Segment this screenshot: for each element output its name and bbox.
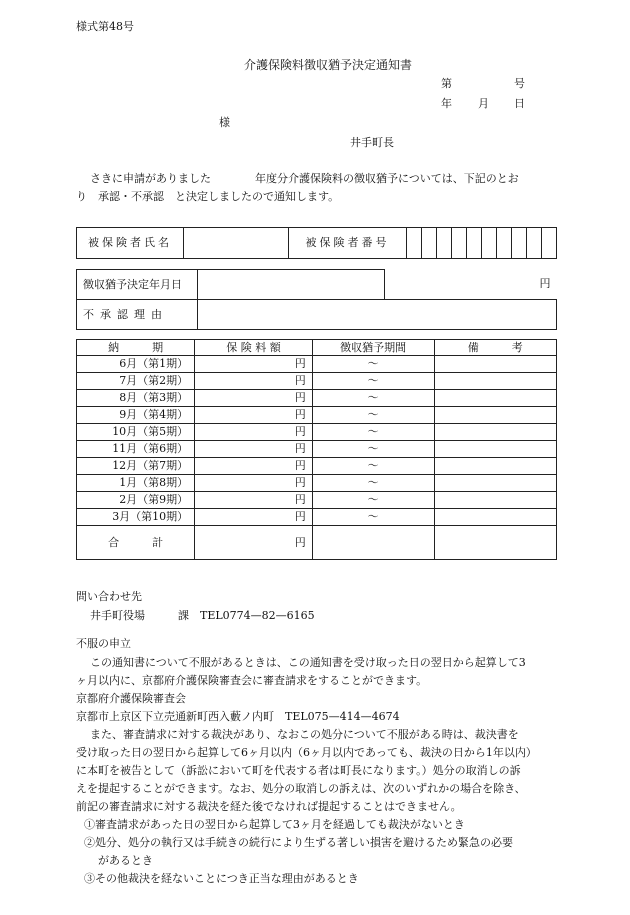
table-row [77, 475, 557, 492]
remarks-cell[interactable] [434, 424, 557, 441]
ref-go: 号 [514, 77, 525, 90]
due-cell: 1月（第8期） [77, 475, 195, 492]
intro-line-1: さきに申請がありました 年度分介護保険料の徴収猶予については、下記のとお [90, 172, 519, 185]
due-cell: 3月（第10期） [77, 509, 195, 526]
insured-number-digit[interactable] [497, 228, 512, 259]
remarks-cell[interactable] [434, 407, 557, 424]
insured-name-value[interactable] [183, 228, 288, 259]
insured-number-label: 被保険者番号 [288, 228, 407, 259]
reject-reason-label: 不承認理由 [77, 300, 198, 330]
table-row [77, 441, 557, 458]
insured-number-digit[interactable] [467, 228, 482, 259]
table-row [77, 373, 557, 390]
council-address: 京都市上京区下立売通新町西入藪ノ内町 TEL075—414—4674 [76, 710, 400, 723]
ref-dai: 第 [441, 77, 452, 90]
due-cell: 7月（第2期） [77, 373, 195, 390]
insured-number-digit[interactable] [407, 228, 422, 259]
period-cell[interactable]: 〜 [312, 441, 434, 458]
amount-cell[interactable]: 円 [195, 356, 313, 373]
remarks-cell[interactable] [434, 458, 557, 475]
date-year: 年 [441, 97, 452, 110]
date-day: 日 [514, 97, 525, 110]
exception-item-1: ①審査請求があった日の翌日から起算して3ヶ月を経過しても裁決がないとき [84, 818, 465, 831]
amount-cell[interactable]: 円 [195, 424, 313, 441]
amount-cell[interactable]: 円 [195, 373, 313, 390]
exception-item-2-cont: があるとき [98, 854, 153, 867]
reject-reason-value[interactable] [198, 300, 557, 330]
table-row [77, 458, 557, 475]
period-cell[interactable]: 〜 [312, 373, 434, 390]
header-remarks: 備 考 [434, 340, 557, 356]
period-cell[interactable]: 〜 [312, 458, 434, 475]
amount-cell[interactable]: 円 [195, 475, 313, 492]
insured-info-table [76, 227, 557, 259]
insured-number-digit[interactable] [542, 228, 557, 259]
due-cell: 11月（第6期） [77, 441, 195, 458]
appeal-paragraph [76, 654, 556, 888]
insured-number-digit[interactable] [452, 228, 467, 259]
period-cell[interactable]: 〜 [312, 407, 434, 424]
remarks-cell[interactable] [434, 390, 557, 407]
table-row [77, 356, 557, 373]
due-cell: 10月（第5期） [77, 424, 195, 441]
exception-item-3: ③その他裁決を経ないことにつき正当な理由があるとき [84, 872, 359, 885]
date-month: 月 [478, 97, 489, 110]
appeal-detail-line: また、審査請求に対する裁決があり、なおこの処分について不服がある時は、裁決書を [90, 728, 519, 741]
remarks-cell[interactable] [434, 492, 557, 509]
due-cell: 9月（第4期） [77, 407, 195, 424]
remarks-cell[interactable] [434, 356, 557, 373]
insured-name-label: 被保険者氏名 [77, 228, 184, 259]
remarks-cell[interactable] [434, 441, 557, 458]
due-cell: 2月（第9期） [77, 492, 195, 509]
amount-cell[interactable]: 円 [195, 458, 313, 475]
intro-line-2: り 承認・不承認 と決定しましたので通知します。 [76, 190, 340, 203]
appeal-line-2: ヶ月以内に、京都府介護保険審査会に審査請求をすることができます。 [76, 674, 428, 687]
period-cell[interactable]: 〜 [312, 509, 434, 526]
decision-yen-label: 円 [385, 270, 557, 300]
remarks-cell[interactable] [434, 373, 557, 390]
period-cell[interactable]: 〜 [312, 475, 434, 492]
due-cell: 12月（第7期） [77, 458, 195, 475]
amount-cell[interactable]: 円 [195, 407, 313, 424]
insured-number-digit[interactable] [422, 228, 437, 259]
appeal-heading: 不服の申立 [76, 637, 131, 650]
due-cell: 8月（第3期） [77, 390, 195, 407]
form-number: 様式第48号 [76, 20, 134, 33]
due-cell: 6月（第1期） [77, 356, 195, 373]
decision-table [76, 269, 557, 330]
appeal-detail-line: えを提起することができます。なお、処分の取消しの訴えは、次のいずれかの場合を除き、 [76, 782, 526, 795]
total-remarks-cell[interactable] [434, 526, 557, 560]
insured-number-digit[interactable] [527, 228, 542, 259]
contact-office: 井手町役場 課 TEL0774—82—6165 [90, 609, 315, 622]
period-cell[interactable]: 〜 [312, 390, 434, 407]
appeal-line-1: この通知書について不服があるときは、この通知書を受け取った日の翌日から起算して3 [90, 656, 526, 669]
contact-heading: 問い合わせ先 [76, 590, 142, 603]
period-cell[interactable]: 〜 [312, 492, 434, 509]
total-label: 合 計 [77, 526, 195, 560]
amount-cell[interactable]: 円 [195, 441, 313, 458]
period-cell[interactable]: 〜 [312, 356, 434, 373]
document-title: 介護保険料徴収猶予決定通知書 [244, 58, 413, 72]
amount-cell[interactable]: 円 [195, 492, 313, 509]
amount-cell[interactable]: 円 [195, 509, 313, 526]
header-amount: 保 険 料 額 [195, 340, 313, 356]
appeal-detail-line: 受け取った日の翌日から起算して6ヶ月以内（6ヶ月以内であっても、裁決の日から1年以内） [76, 746, 537, 759]
decision-date-label: 徴収猶予決定年月日 [77, 270, 198, 300]
table-row [77, 424, 557, 441]
table-row [77, 407, 557, 424]
total-row [77, 526, 557, 560]
insured-number-digit[interactable] [482, 228, 497, 259]
appeal-detail-line: 前記の審査請求に対する裁決を経た後でなければ提起することはできません。 [76, 800, 462, 813]
total-period-cell[interactable] [312, 526, 434, 560]
header-due: 納 期 [77, 340, 195, 356]
decision-date-value[interactable] [198, 270, 385, 300]
insured-number-digit[interactable] [437, 228, 452, 259]
addressee-suffix: 様 [219, 116, 230, 129]
appeal-detail-line: に本町を被告として（訴訟において町を代表する者は町長になります。）処分の取消しの訴 [76, 764, 521, 777]
schedule-table [76, 339, 557, 560]
table-row [77, 492, 557, 509]
issuer: 井手町長 [350, 136, 394, 149]
table-row [77, 509, 557, 526]
exception-item-2: ②処分、処分の執行又は手続きの続行により生ずる著しい損害を避けるため緊急の必要 [84, 836, 513, 849]
remarks-cell[interactable] [434, 509, 557, 526]
remarks-cell[interactable] [434, 475, 557, 492]
amount-cell[interactable]: 円 [195, 390, 313, 407]
council-name: 京都府介護保険審査会 [76, 692, 186, 705]
total-amount-cell[interactable]: 円 [195, 526, 313, 560]
table-row [77, 390, 557, 407]
insured-number-digit[interactable] [512, 228, 527, 259]
header-period: 徴収猶予期間 [312, 340, 434, 356]
period-cell[interactable]: 〜 [312, 424, 434, 441]
